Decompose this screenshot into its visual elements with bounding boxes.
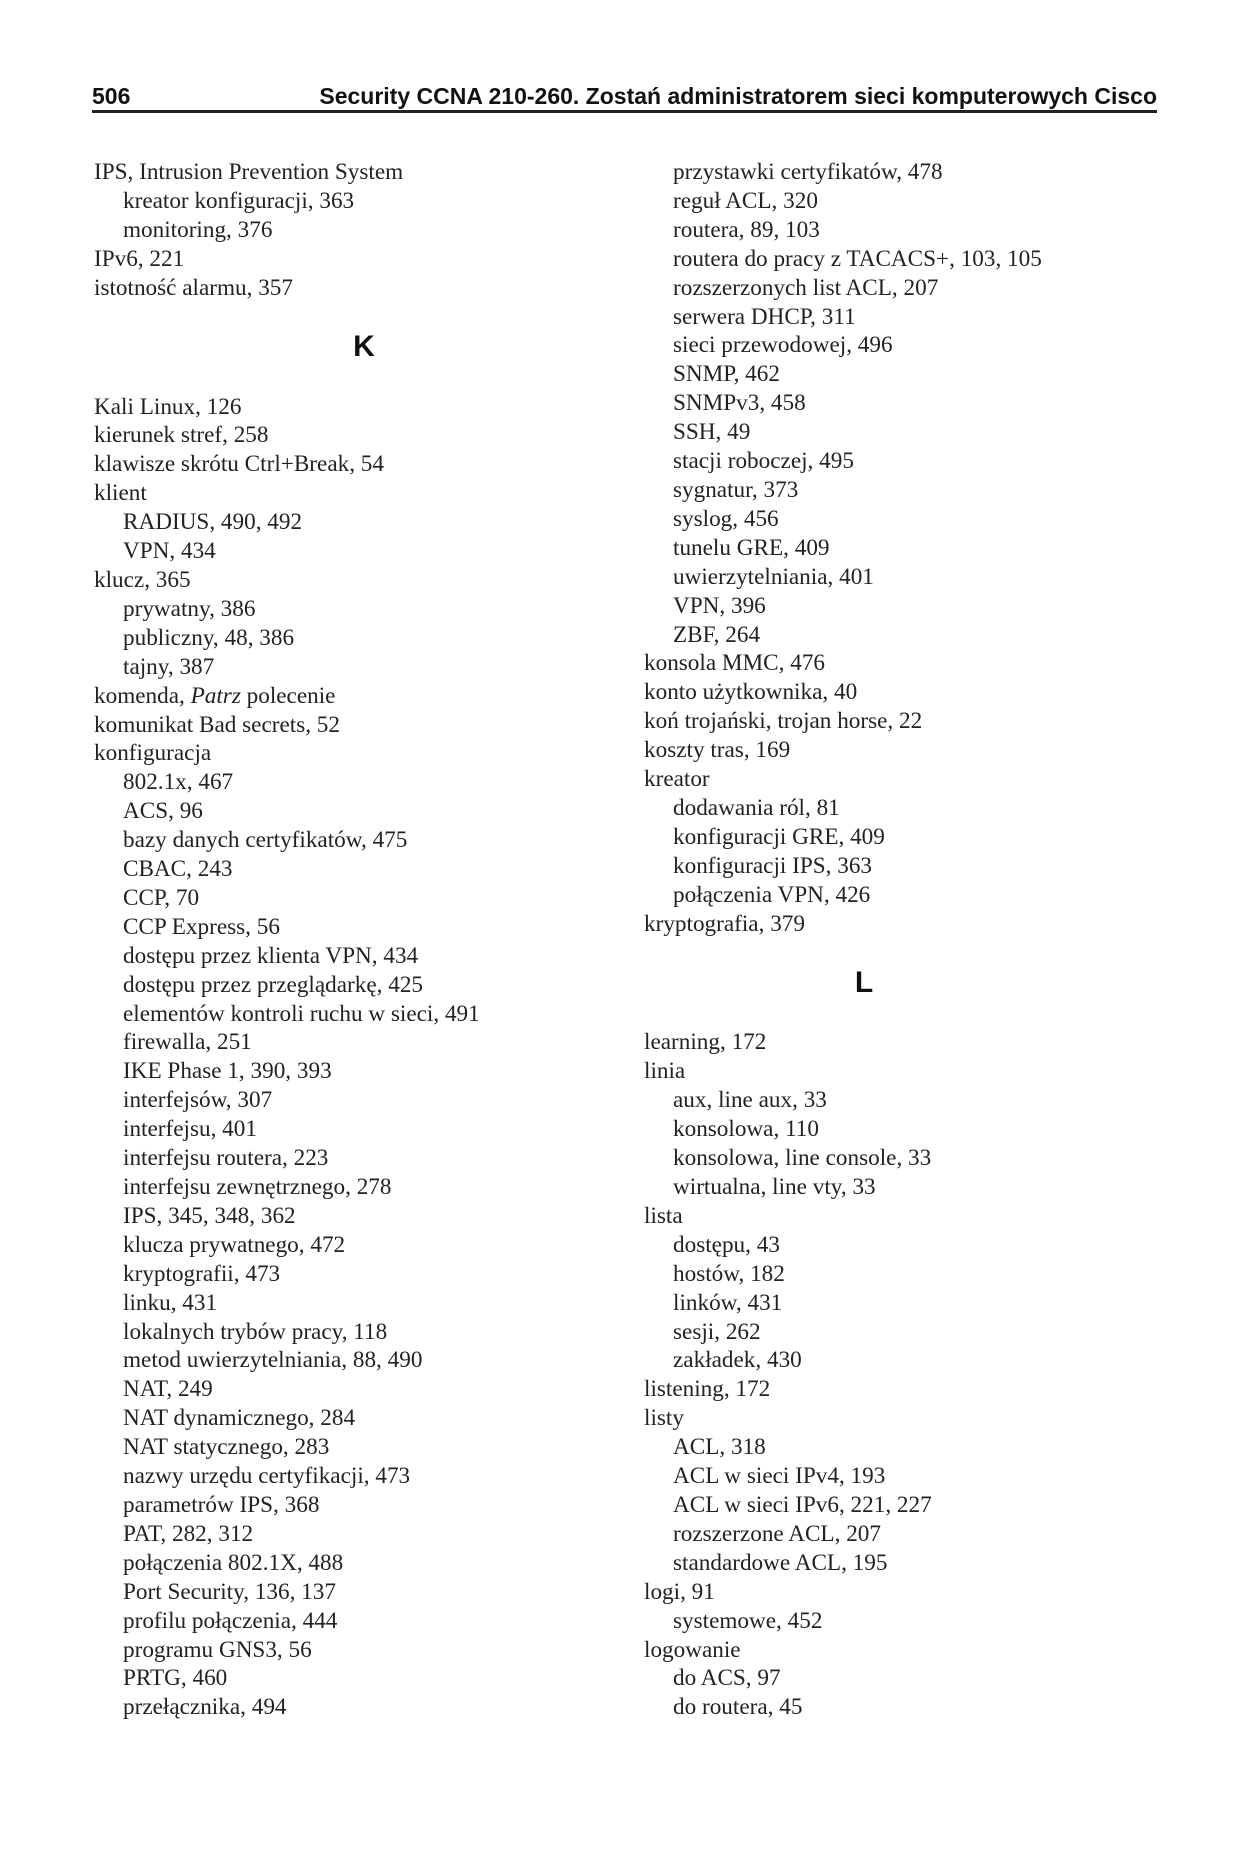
index-subentry: monitoring, 376	[123, 216, 273, 243]
index-entry: kierunek stref, 258	[94, 422, 269, 449]
index-subentry: routera do pracy z TACACS+, 103, 105	[673, 245, 1042, 272]
index-subentry: VPN, 396	[673, 592, 766, 619]
index-subentry: dostępu przez klienta VPN, 434	[123, 942, 419, 969]
index-subentry: metod uwierzytelniania, 88, 490	[123, 1347, 423, 1374]
index-entry: klient	[94, 480, 147, 507]
index-entry: koszty tras, 169	[644, 737, 791, 764]
index-subentry: SNMP, 462	[673, 361, 780, 388]
index-subentry: połączenia 802.1X, 488	[123, 1549, 344, 1576]
section-letter: K	[353, 330, 375, 364]
index-subentry: nazwy urzędu certyfikacji, 473	[123, 1463, 411, 1490]
index-subentry: publiczny, 48, 386	[123, 624, 295, 651]
index-subentry: IPS, 345, 348, 362	[123, 1202, 296, 1229]
index-subentry: profilu połączenia, 444	[123, 1607, 338, 1634]
index-subentry: sesji, 262	[673, 1318, 761, 1345]
index-entry: kreator	[644, 766, 710, 793]
index-subentry: dodawania ról, 81	[673, 794, 840, 821]
index-subentry: rozszerzone ACL, 207	[673, 1520, 881, 1547]
index-subentry: wirtualna, line vty, 33	[673, 1174, 876, 1200]
index-subentry: rozszerzonych list ACL, 207	[673, 274, 939, 301]
index-subentry: systemowe, 452	[673, 1607, 823, 1634]
index-subentry: sieci przewodowej, 496	[673, 332, 893, 359]
index-subentry: konsolowa, 110	[673, 1116, 819, 1143]
index-subentry: hostów, 182	[673, 1260, 785, 1287]
index-subentry: konfiguracji GRE, 409	[673, 823, 885, 850]
index-entry: lista	[644, 1202, 683, 1229]
page-number: 506	[92, 83, 131, 109]
index-subentry: reguł ACL, 320	[673, 187, 818, 214]
index-subentry: aux, line aux, 33	[673, 1087, 827, 1114]
index-subentry: uwierzytelniania, 401	[673, 563, 874, 590]
index-subentry: CCP Express, 56	[123, 913, 280, 940]
index-subentry: programu GNS3, 56	[123, 1636, 312, 1663]
index-subentry: linków, 431	[673, 1289, 783, 1316]
index-entry	[94, 682, 634, 711]
index-subentry: PRTG, 460	[123, 1665, 228, 1692]
index-subentry: SNMPv3, 458	[673, 390, 806, 417]
index-subentry: CBAC, 243	[123, 856, 233, 883]
index-entry: listy	[644, 1405, 684, 1432]
index-subentry: do ACS, 97	[673, 1665, 781, 1692]
index-subentry: VPN, 434	[123, 538, 216, 565]
index-subentry: NAT statycznego, 283	[123, 1434, 330, 1461]
index-entry: logi, 91	[644, 1578, 715, 1605]
index-entry: koń trojański, trojan horse, 22	[644, 708, 923, 735]
index-subentry: IKE Phase 1, 390, 393	[123, 1058, 332, 1085]
index-subentry: Port Security, 136, 137	[123, 1578, 336, 1605]
index-entry: Kali Linux, 126	[94, 393, 242, 420]
index-entry: kryptografia, 379	[644, 910, 805, 937]
index-subentry: NAT dynamicznego, 284	[123, 1405, 356, 1432]
index-subentry: interfejsu routera, 223	[123, 1145, 329, 1172]
index-entry: linia	[644, 1058, 686, 1085]
running-title: Security CCNA 210-260. Zostań administratorem sieci komputerowych Cisco	[319, 83, 1157, 109]
index-subentry: połączenia VPN, 426	[673, 881, 871, 908]
index-subentry: ACL w sieci IPv4, 193	[673, 1463, 886, 1490]
index-subentry: routera, 89, 103	[673, 216, 820, 243]
index-subentry: sygnatur, 373	[673, 476, 799, 503]
index-entry: IPv6, 221	[94, 245, 185, 272]
index-subentry: interfejsu, 401	[123, 1116, 257, 1143]
index-subentry: dostępu, 43	[673, 1231, 780, 1258]
index-subentry: przystawki certyfikatów, 478	[673, 159, 943, 185]
index-entry: logowanie	[644, 1636, 741, 1663]
see-reference: Patrz	[190, 682, 241, 709]
index-subentry: 802.1x, 467	[123, 769, 234, 796]
index-subentry: kryptografii, 473	[123, 1260, 281, 1287]
index-subentry: interfejsu zewnętrznego, 278	[123, 1174, 392, 1200]
index-subentry: prywatny, 386	[123, 595, 256, 622]
index-subentry: elementów kontroli ruchu w sieci, 491	[123, 1000, 480, 1027]
index-subentry: NAT, 249	[123, 1376, 213, 1403]
index-subentry: SSH, 49	[673, 419, 751, 446]
index-subentry: firewalla, 251	[123, 1029, 252, 1056]
header-rule	[92, 110, 1157, 113]
index-subentry: zakładek, 430	[673, 1347, 802, 1374]
index-entry: IPS, Intrusion Prevention System	[94, 159, 404, 185]
index-subentry: linku, 431	[123, 1289, 218, 1316]
index-subentry: lokalnych trybów pracy, 118	[123, 1318, 388, 1345]
see-target: polecenie	[240, 682, 336, 709]
index-subentry: stacji roboczej, 495	[673, 448, 854, 475]
index-subentry: syslog, 456	[673, 505, 779, 532]
index-entry: komunikat Bad secrets, 52	[94, 711, 340, 738]
index-subentry: bazy danych certyfikatów, 475	[123, 827, 408, 854]
index-entry: listening, 172	[644, 1376, 771, 1403]
index-subentry: przełącznika, 494	[123, 1694, 287, 1721]
index-subentry: serwera DHCP, 311	[673, 303, 856, 330]
index-entry: konto użytkownika, 40	[644, 679, 858, 706]
index-subentry: PAT, 282, 312	[123, 1520, 254, 1547]
page-header	[92, 72, 1157, 110]
index-entry: istotność alarmu, 357	[94, 274, 293, 301]
index-subentry: dostępu przez przeglądarkę, 425	[123, 971, 424, 998]
index-subentry: ACL w sieci IPv6, 221, 227	[673, 1491, 932, 1518]
index-subentry: CCP, 70	[123, 884, 200, 911]
index-entry: klawisze skrótu Ctrl+Break, 54	[94, 451, 384, 478]
index-subentry: parametrów IPS, 368	[123, 1491, 320, 1518]
entry-term: komenda,	[94, 682, 191, 709]
index-subentry: ACS, 96	[123, 798, 203, 825]
index-subentry: konfiguracji IPS, 363	[673, 852, 873, 879]
index-subentry: tunelu GRE, 409	[673, 534, 830, 561]
section-letter: L	[854, 966, 874, 1000]
index-entry: konfiguracja	[94, 740, 212, 767]
index-column-left	[94, 158, 634, 1722]
index-subentry: do routera, 45	[673, 1694, 803, 1721]
index-entry: konsola MMC, 476	[644, 650, 826, 677]
index-column-right	[644, 158, 1164, 1722]
index-subentry: tajny, 387	[123, 653, 215, 680]
index-entry: learning, 172	[644, 1029, 767, 1056]
index-subentry: ZBF, 264	[673, 621, 761, 648]
index-subentry: RADIUS, 490, 492	[123, 509, 303, 536]
index-subentry: ACL, 318	[673, 1434, 766, 1461]
index-subentry: klucza prywatnego, 472	[123, 1231, 346, 1258]
index-entry: klucz, 365	[94, 566, 191, 593]
index-subentry: kreator konfiguracji, 363	[123, 187, 355, 214]
index-subentry: interfejsów, 307	[123, 1087, 273, 1114]
index-subentry: standardowe ACL, 195	[673, 1549, 888, 1576]
index-subentry: konsolowa, line console, 33	[673, 1145, 932, 1172]
